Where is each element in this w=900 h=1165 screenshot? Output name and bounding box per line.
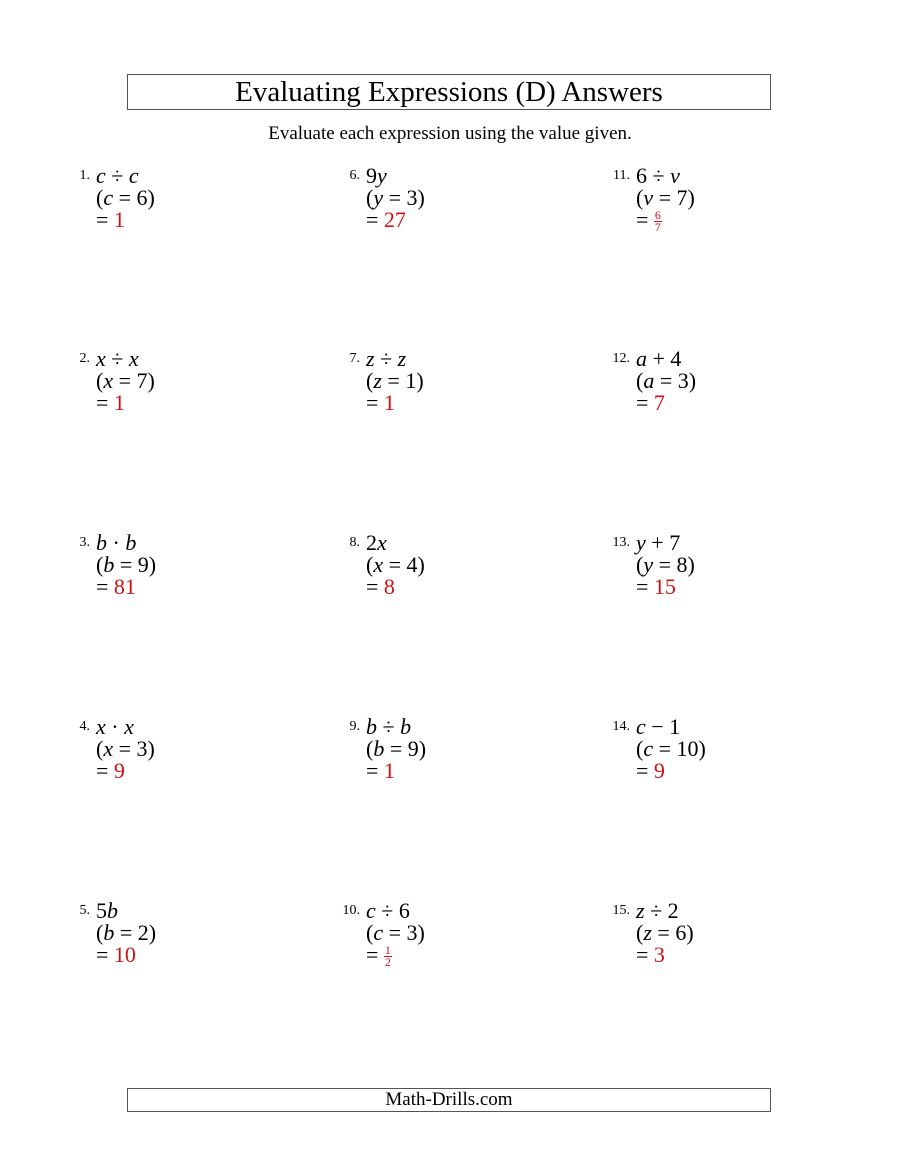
answer-value: 8 (383, 574, 395, 599)
problem-given-value: (z = 6) (636, 920, 694, 945)
problem-answer: = 1 (96, 207, 125, 232)
problem-given-value: (z = 1) (366, 368, 424, 393)
problem-given-value: (b = 2) (96, 920, 157, 945)
problem-given-value: (b = 9) (366, 736, 427, 761)
problem-number: 11. (613, 168, 630, 183)
problem-given-value: (x = 7) (96, 368, 155, 393)
problem-number: 7. (349, 351, 360, 366)
problem-answer: = 3 (636, 942, 665, 967)
answer-value: 9 (113, 758, 125, 783)
answer-value: 1 (113, 207, 125, 232)
problem-given-value: (c = 10) (636, 736, 706, 761)
problem-number: 1. (79, 168, 90, 183)
problem-answer: = 1 (96, 390, 125, 415)
problem-given-value: (c = 3) (366, 920, 425, 945)
problem-answer: = 1 (366, 758, 395, 783)
problem-answer: = 10 (96, 942, 136, 967)
answer-value: 1 (383, 390, 395, 415)
problem-given-value: (v = 7) (636, 185, 695, 210)
problem-answer (636, 207, 695, 235)
problem-expression: a + 4 (636, 346, 682, 371)
problem-answer: = 81 (96, 574, 136, 599)
problem-number: 6. (349, 168, 360, 183)
answer-value: 81 (113, 574, 136, 599)
fraction-numerator: 1 (384, 943, 391, 958)
answer-value: 7 (653, 390, 665, 415)
answer-fraction (384, 945, 392, 968)
problem-number: 14. (612, 719, 630, 734)
problem-expression: x · x (96, 714, 134, 739)
problem-number: 9. (349, 719, 360, 734)
answer-value: 27 (383, 207, 406, 232)
problem-number: 15. (612, 903, 630, 918)
answer-equals: = (636, 207, 654, 232)
problem-given-value: (y = 8) (636, 552, 695, 577)
fraction-denominator: 2 (384, 955, 391, 970)
problem-answer: = 15 (636, 574, 676, 599)
problem-answer: = 9 (96, 758, 125, 783)
problem-given-value: (y = 3) (366, 185, 425, 210)
problem-given-value: (b = 9) (96, 552, 157, 577)
problem-expression: 5b (96, 898, 118, 923)
problem-expression: y + 7 (636, 530, 681, 555)
answer-equals: = (366, 942, 384, 967)
problem-given-value: (x = 3) (96, 736, 155, 761)
problem-number: 2. (79, 351, 90, 366)
problem-answer: = 1 (366, 390, 395, 415)
problem-answer: = 8 (366, 574, 395, 599)
problem-number: 3. (79, 535, 90, 550)
problem-expression: c − 1 (636, 714, 681, 739)
instructions: Evaluate each expression using the value given. (268, 123, 632, 144)
answer-fraction (654, 210, 662, 233)
fraction-numerator: 6 (654, 208, 661, 223)
answer-value: 3 (653, 942, 665, 967)
problem-expression: b ÷ b (366, 714, 412, 739)
problem-answer: = 7 (636, 390, 665, 415)
problem-number: 5. (79, 903, 90, 918)
problem-answer: = 27 (366, 207, 406, 232)
problem-expression: z ÷ z (366, 346, 407, 371)
fraction-denominator: 7 (654, 220, 661, 235)
problem-expression: b · b (96, 530, 137, 555)
answer-value: 15 (653, 574, 676, 599)
answer-value: 1 (383, 758, 395, 783)
footer-credit: Math-Drills.com (127, 1088, 771, 1112)
worksheet-title: Evaluating Expressions (D) Answers (127, 74, 771, 110)
problem-number: 12. (612, 351, 630, 366)
problem-expression: 6 ÷ v (636, 163, 680, 188)
problem-expression: 2x (366, 530, 387, 555)
problem-expression: x ÷ x (96, 346, 139, 371)
problem-expression: c ÷ c (96, 163, 139, 188)
problem-number: 10. (342, 903, 360, 918)
problem-number: 13. (612, 535, 630, 550)
answer-value: 9 (653, 758, 665, 783)
problem-answer: = 9 (636, 758, 665, 783)
problem-expression: c ÷ 6 (366, 898, 410, 923)
problem-given-value: (a = 3) (636, 368, 697, 393)
problem-given-value: (x = 4) (366, 552, 425, 577)
problem-number: 4. (79, 719, 90, 734)
problem-expression: 9y (366, 163, 387, 188)
problem-expression: z ÷ 2 (636, 898, 679, 923)
problem-answer (366, 942, 425, 970)
problem-given-value: (c = 6) (96, 185, 155, 210)
problem-number: 8. (349, 535, 360, 550)
answer-value: 1 (113, 390, 125, 415)
answer-value: 10 (113, 942, 136, 967)
